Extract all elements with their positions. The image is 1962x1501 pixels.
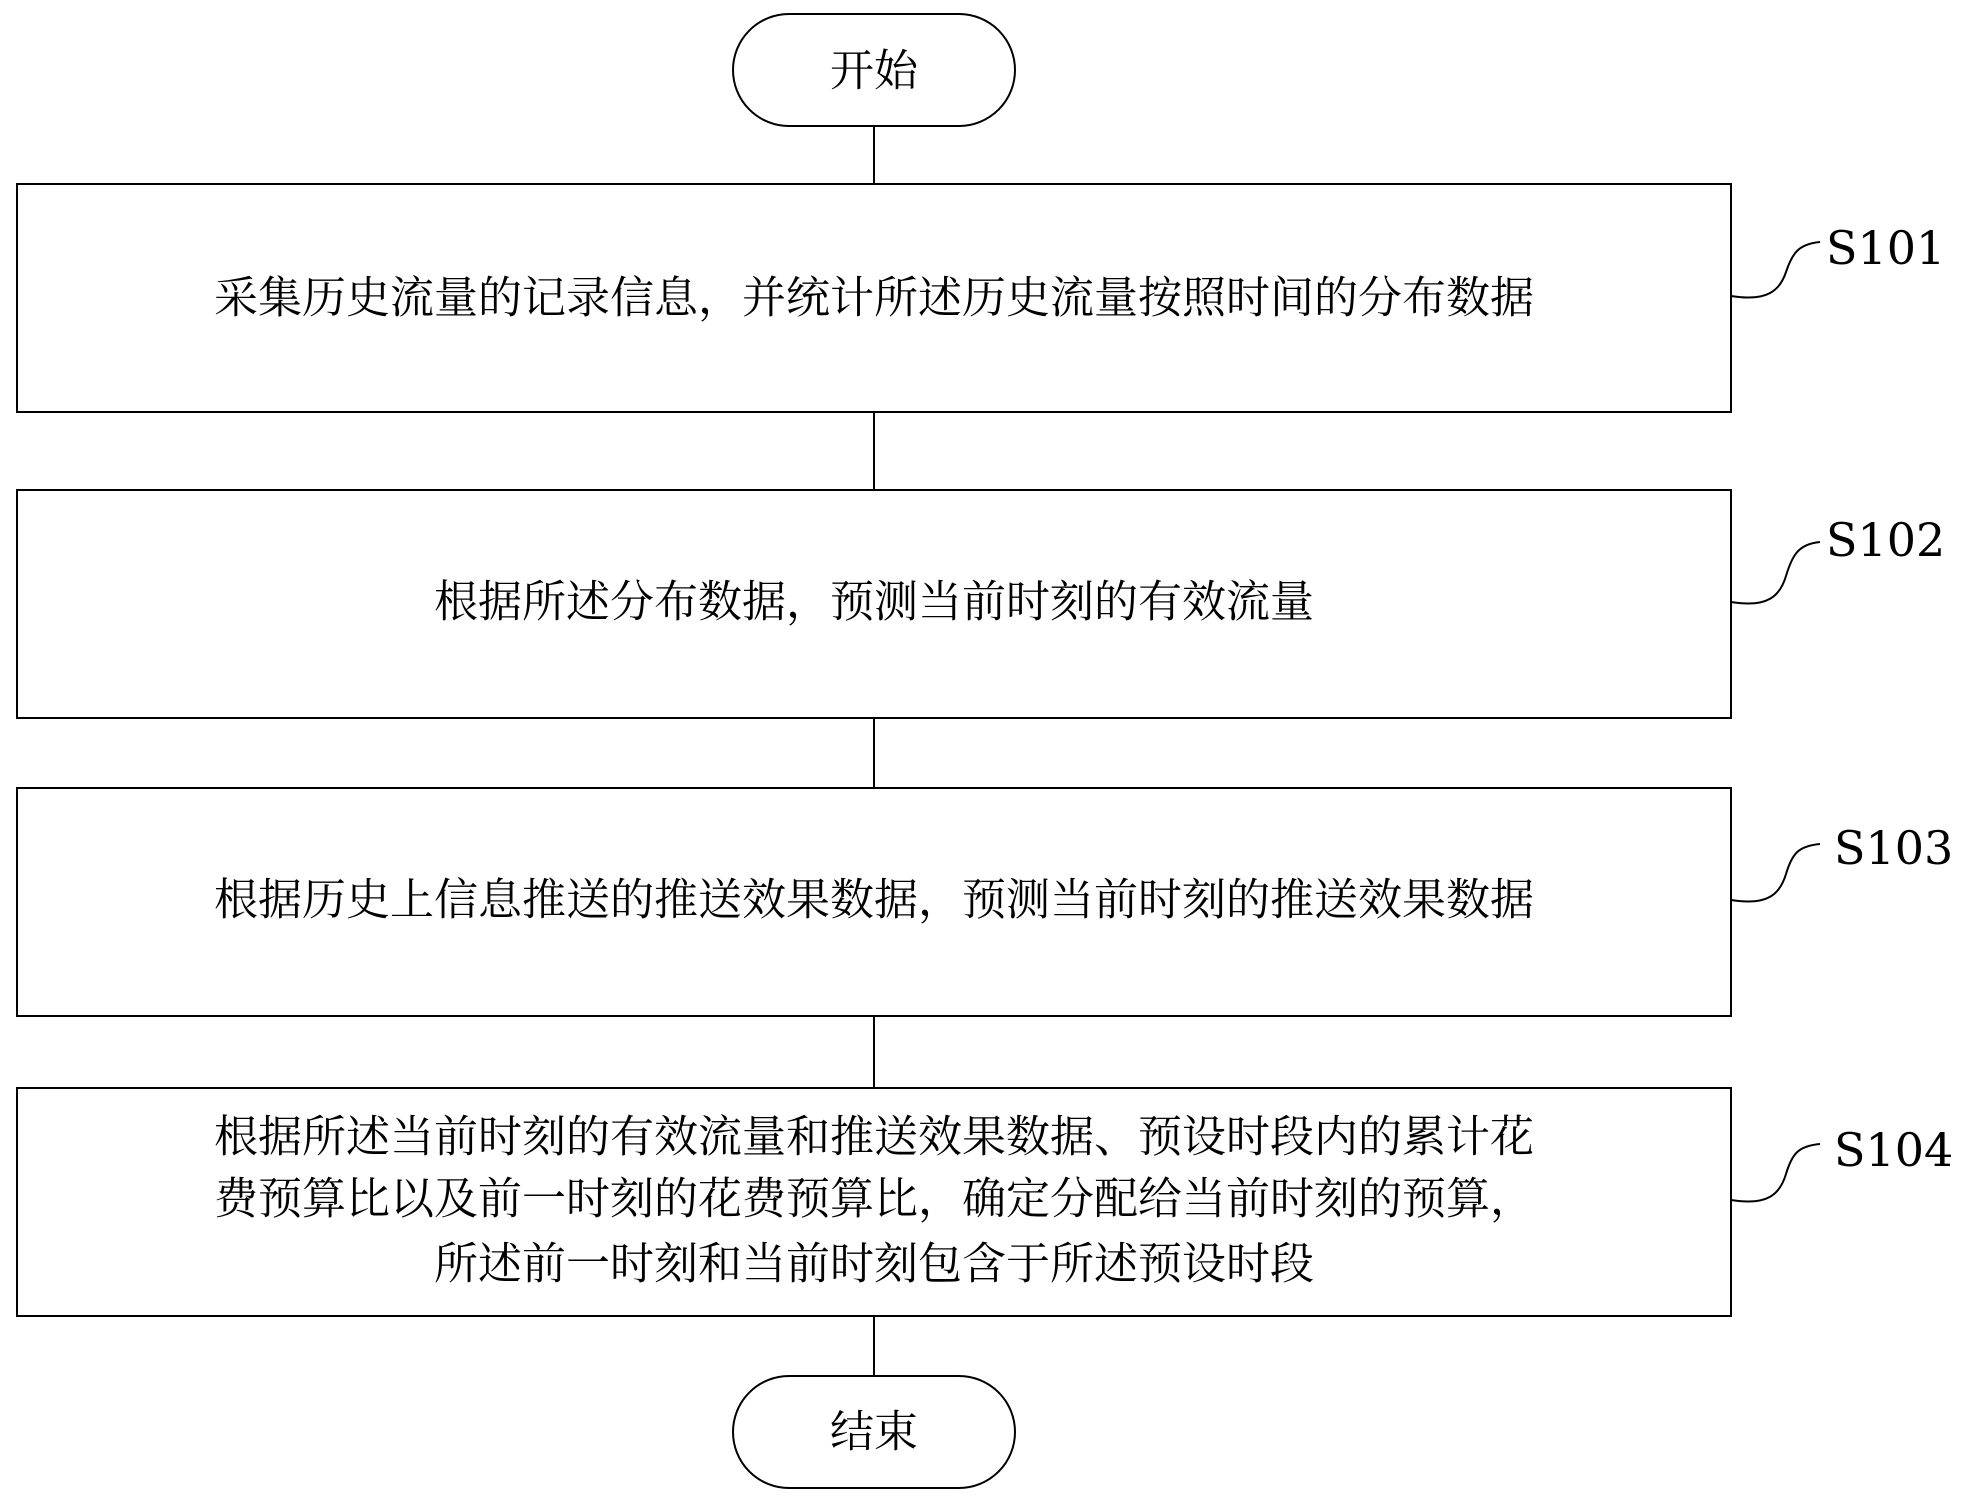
leader-s101 (1731, 242, 1820, 298)
step-text-s101: 采集历史流量的记录信息，并统计所述历史流量按照时间的分布数据 (214, 272, 1534, 324)
leader-s102 (1731, 542, 1820, 604)
step-box-s101 (17, 184, 1731, 412)
leader-s104 (1731, 1144, 1820, 1202)
step-label-s103: S103 (1834, 821, 1954, 875)
step-label-s104: S104 (1834, 1123, 1954, 1177)
end-label: 结束 (830, 1406, 918, 1458)
start-node (733, 14, 1015, 126)
leader-s103 (1731, 844, 1820, 902)
step-label-s102: S102 (1826, 513, 1946, 567)
step-text-s104-line1: 根据所述当前时刻的有效流量和推送效果数据、预设时段内的累计花 (214, 1111, 1534, 1163)
step-box-s104 (17, 1088, 1731, 1316)
step-text-s104-line3: 所述前一时刻和当前时刻包含于所述预设时段 (434, 1238, 1314, 1290)
step-leaders (1731, 242, 1820, 1202)
step-text-s103: 根据历史上信息推送的推送效果数据，预测当前时刻的推送效果数据 (214, 874, 1534, 926)
end-node (733, 1376, 1015, 1488)
step-text-s104-line2: 费预算比以及前一时刻的花费预算比，确定分配给当前时刻的预算， (214, 1173, 1534, 1225)
step-text-s102: 根据所述分布数据，预测当前时刻的有效流量 (434, 576, 1314, 628)
step-box-s102 (17, 490, 1731, 718)
step-box-s103 (17, 788, 1731, 1016)
step-label-s101: S101 (1826, 221, 1946, 275)
start-label: 开始 (830, 45, 918, 97)
